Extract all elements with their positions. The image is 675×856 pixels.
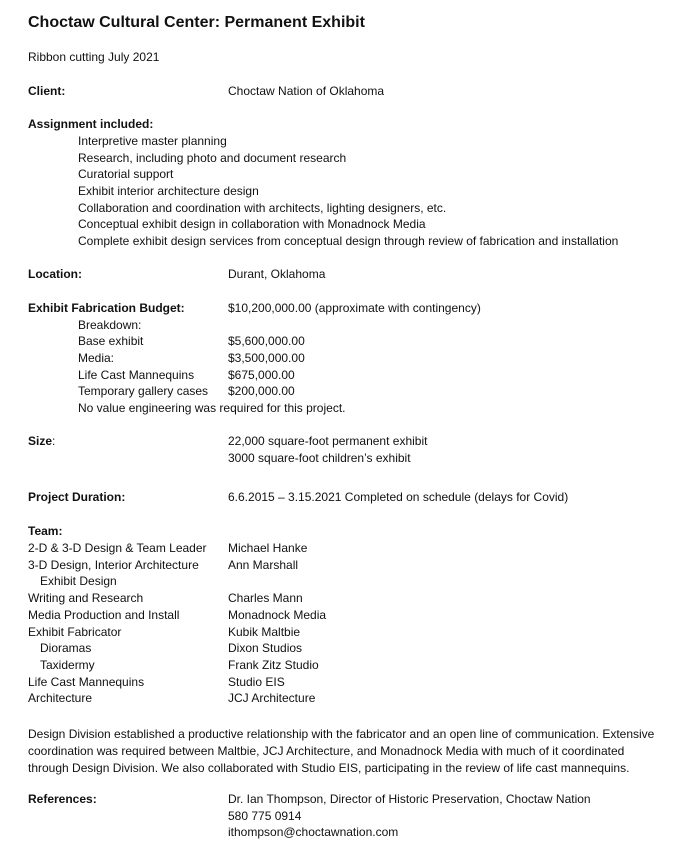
budget-item-amount: $5,600,000.00 [228,334,305,348]
budget-label: Exhibit Fabrication Budget: [28,301,185,315]
size-colon: : [52,434,56,448]
location-value: Durant, Oklahoma [228,267,326,281]
breakdown-label: Breakdown: [78,318,142,332]
subtitle: Ribbon cutting July 2021 [28,50,160,64]
list-item: Exhibit interior architecture design [78,184,259,198]
reference-email[interactable]: ithompson@choctawnation.com [228,825,399,839]
team-member: Charles Mann [228,591,303,605]
duration-value: 6.6.2015 – 3.15.2021 Completed on schedule (delays for Covid) [228,490,569,504]
description-paragraph: Design Division established a productive relationship with the fabricator and an open line of communication. Extensive coordination was required between Maltbie, JCJ Architecture, and Monadnock Media with much of it coordinated through Design Division. We also collaborated with Studio EIS, participating in the review of life cast mannequins. [28,727,655,775]
team-role: Architecture [28,691,93,705]
team-role: Writing and Research [28,591,144,605]
budget-note: No value engineering was required for this project. [78,401,346,415]
team-member: Dixon Studios [228,641,303,655]
list-item: Collaboration and coordination with architects, lighting designers, etc. [78,201,447,215]
team-role: 2-D & 3-D Design & Team Leader [28,541,207,555]
list-item: Curatorial support [78,167,174,181]
budget-item-amount: $3,500,000.00 [228,351,305,365]
budget-item-name: Media: [78,351,115,365]
budget-item-amount: $200,000.00 [228,384,295,398]
client-value: Choctaw Nation of Oklahoma [228,84,385,98]
team-member: JCJ Architecture [228,691,316,705]
team-role: 3-D Design, Interior Architecture [28,558,199,572]
budget-item-name: Life Cast Mannequins [78,368,195,382]
team-member: Frank Zitz Studio [228,658,319,672]
duration-label: Project Duration: [28,490,126,504]
team-member: Michael Hanke [228,541,308,555]
team-role: Media Production and Install [28,608,180,622]
budget-item-amount: $675,000.00 [228,368,295,382]
team-label: Team: [28,524,63,538]
team-member: Studio EIS [228,675,285,689]
team-role: Dioramas [40,641,92,655]
team-member: Monadnock Media [228,608,327,622]
size-line: 3000 square-foot children’s exhibit [228,451,411,465]
team-role: Taxidermy [40,658,95,672]
team-role: Life Cast Mannequins [28,675,145,689]
client-label: Client: [28,84,66,98]
budget-value: $10,200,000.00 (approximate with contingency) [228,301,481,315]
list-item: Complete exhibit design services from conceptual design through review of fabrication and installation [78,234,619,248]
references-label: References: [28,792,97,806]
budget-item-name: Temporary gallery cases [78,384,209,398]
size-label-row [28,434,55,448]
location-label: Location: [28,267,82,281]
list-item: Interpretive master planning [78,134,227,148]
reference-line: Dr. Ian Thompson, Director of Historic Preservation, Choctaw Nation [228,792,591,806]
size-line: 22,000 square-foot permanent exhibit [228,434,428,448]
assignment-label: Assignment included: [28,117,154,131]
page-title: Choctaw Cultural Center: Permanent Exhibit [28,14,365,31]
team-member: Ann Marshall [228,558,299,572]
team-member: Kubik Maltbie [228,625,301,639]
team-role: Exhibit Design [40,574,117,588]
size-label: Size [28,434,53,448]
list-item: Conceptual exhibit design in collaboration with Monadnock Media [78,217,426,231]
list-item: Research, including photo and document research [78,151,347,165]
team-role: Exhibit Fabricator [28,625,122,639]
budget-item-name: Base exhibit [78,334,144,348]
reference-phone: 580 775 0914 [228,809,302,823]
